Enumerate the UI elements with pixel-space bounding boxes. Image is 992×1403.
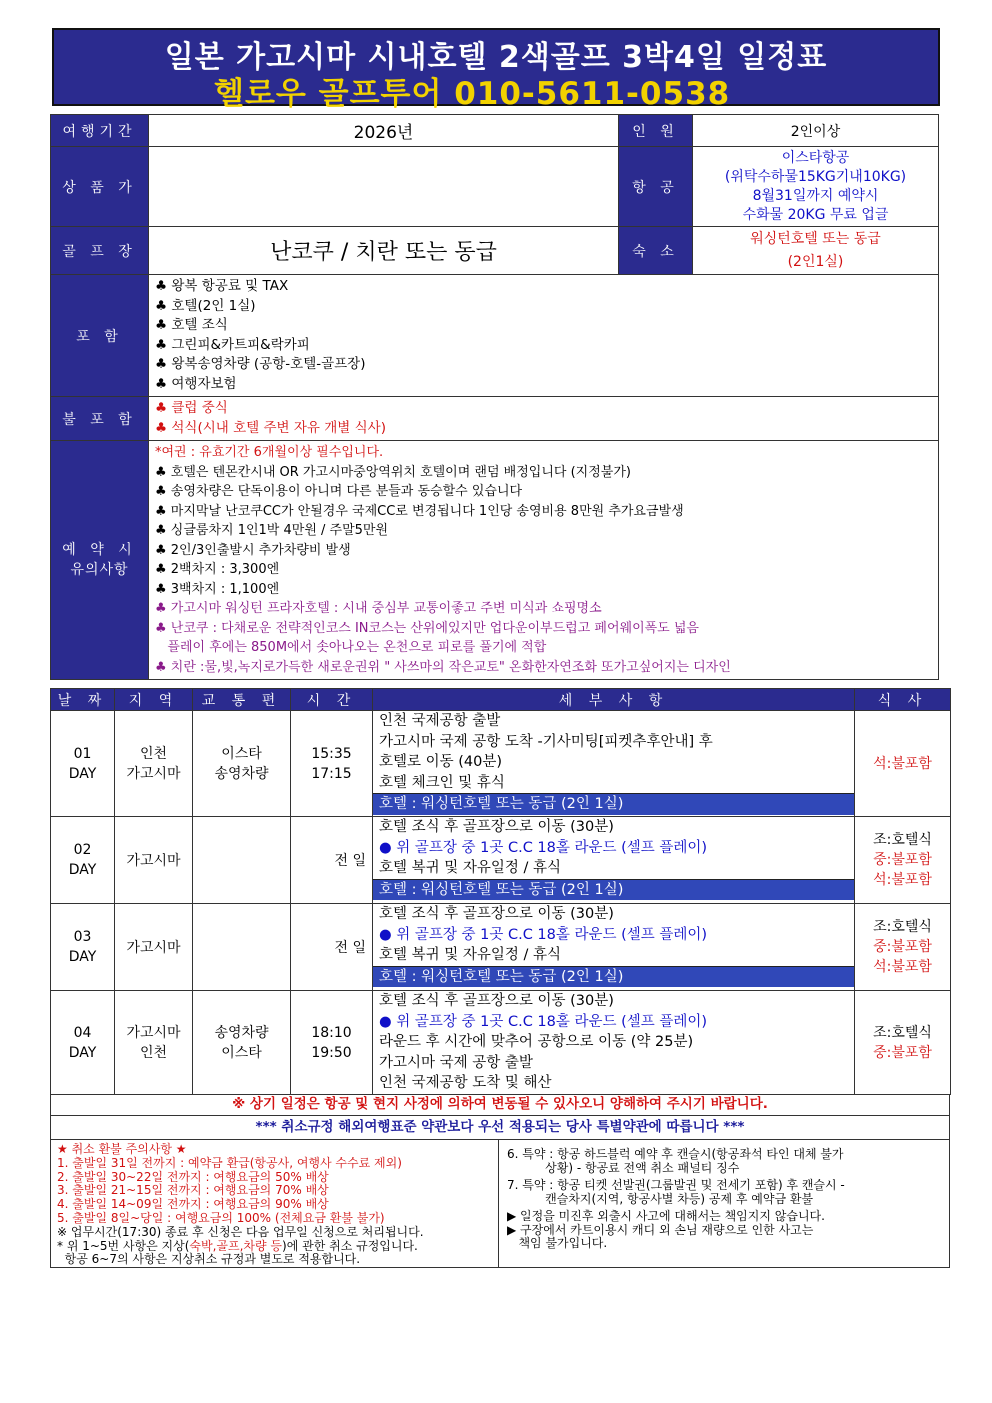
region-cell: 가고시마	[115, 817, 193, 904]
cancel-special: 6. 특약 : 항공 하드블럭 예약 후 캔슬시(항공좌석 타인 대체 불가	[507, 1147, 844, 1161]
page-title: 일본 가고시마 시내호텔 2색골프 3박4일 일정표	[164, 40, 828, 75]
region: 인천	[139, 1044, 168, 1061]
cancel-note-highlight: 숙박,골프,차량 등	[189, 1238, 283, 1253]
day-word: DAY	[68, 765, 97, 782]
period-label: 여행기간	[51, 115, 149, 147]
detail-line: 호텔 조식 후 골프장으로 이동 (30분)	[379, 819, 614, 835]
include-label: 포 함	[51, 275, 149, 397]
list-item: ♣ 그린피&카트피&락카피	[155, 336, 310, 353]
list-item: ♣ 2백차지 : 3,300엔	[155, 562, 280, 577]
day-word: DAY	[68, 949, 97, 965]
air-line: 이스타항공	[781, 149, 850, 166]
exclude-label: 불 포 함	[51, 397, 149, 441]
col-header-date: 날 짜	[51, 689, 115, 711]
col-header-detail: 세 부 사 항	[373, 689, 855, 711]
list-item: ♣ 난코쿠 : 다채로운 전략적인코스 IN코스는 산위에있지만 업다운이부드럽고 페어웨이폭도 넓음	[155, 620, 699, 636]
day-word: DAY	[68, 1044, 97, 1061]
list-item: ♣ 송영차량은 단독이용이 아니며 다른 분들과 동승할수 있습니다	[155, 484, 523, 499]
detail-line: 가고시마 국제 공항 도착 -기사미팅[피켓추후안내] 후	[379, 733, 713, 750]
region: 가고시마	[126, 1024, 181, 1041]
meal-dinner: 석:불포함	[873, 872, 932, 888]
transport: 이스타	[221, 1044, 262, 1061]
transport: 송영차량	[214, 1024, 269, 1041]
list-item: ♣ 호텔(2인 1실)	[155, 297, 256, 314]
list-item: 플레이 후에는 850M에서 솟아나오는 온천으로 피로를 풀기에 적합	[155, 640, 547, 655]
cancel-note-part: )에 관한 취소 규정입니다.	[282, 1238, 418, 1253]
air-line: (위탁수하물15KG기내10KG)	[724, 168, 907, 185]
notes-label-line: 유의사항	[70, 562, 129, 578]
detail-line: 호텔 조식 후 골프장으로 이동 (30분)	[379, 906, 614, 922]
page-subtitle: 헬로우 골프투어 010-5611-0538	[214, 76, 731, 112]
header-banner	[52, 28, 940, 112]
notes-label	[51, 441, 149, 680]
schedule-table	[50, 688, 951, 1095]
transport-cell	[193, 991, 291, 1095]
price-value	[149, 147, 619, 227]
meal-dinner: 석:불포함	[873, 959, 932, 975]
cancel-rule: 1. 출발일 31일 전까지 : 예약금 환급(항공사, 여행사 수수료 제외)	[57, 1155, 402, 1170]
table-row	[51, 711, 951, 817]
cancel-special: 7. 특약 : 항공 티켓 선발권(그룹발권 및 전세기 포함) 후 캔슬시 -	[507, 1178, 845, 1192]
detail-cell	[373, 904, 855, 991]
cancel-rule: 4. 출발일 14~09일 전까지 : 여행요금의 90% 배상	[57, 1197, 329, 1212]
region: 가고시마	[126, 765, 181, 782]
meal-breakfast: 조:호텔식	[873, 1024, 932, 1041]
region-cell	[115, 991, 193, 1095]
meal-cell	[855, 711, 951, 817]
detail-cell	[373, 711, 855, 817]
list-item: ♣ 호텔은 텐몬칸시내 OR 가고시마중앙역위치 호텔이며 랜덤 배정입니다 (지정불가)	[155, 464, 631, 480]
day-cell	[51, 904, 115, 991]
cancel-rule: 5. 출발일 8일~당일 : 여행요금의 100% (전체요금 환불 불가)	[57, 1210, 385, 1225]
hotel-bar: 호텔 : 워싱턴호텔 또는 동급 (2인 1실)	[373, 793, 854, 815]
detail-line: 라운드 후 시간에 맞추어 공항으로 이동 (약 25분)	[379, 1034, 694, 1050]
detail-cell	[373, 991, 855, 1095]
list-item: ♣ 치란 :물,빛,녹지로가득한 새로운권위 " 사쓰마의 작은교토" 온화한자연조화 또가고싶어지는 디자인	[155, 659, 731, 675]
include-list	[149, 275, 939, 397]
time: 18:10	[311, 1024, 352, 1041]
meal-cell	[855, 904, 951, 991]
list-item: ♣ 왕복 항공료 및 TAX	[155, 278, 289, 294]
transport: 송영차량	[214, 765, 269, 782]
list-item: ♣ 3백차지 : 1,100엔	[155, 581, 280, 597]
transport-cell	[193, 711, 291, 817]
notes-label-line: 예 약 시	[62, 542, 137, 558]
meal-breakfast: 조:호텔식	[873, 832, 932, 848]
cancel-special: ▶ 구장에서 카트이용시 캐디 외 손님 재량으로 인한 사고는	[507, 1222, 814, 1237]
cancel-policy-left	[51, 1140, 499, 1267]
list-item: ♣ 2인/3인출발시 추가차량비 발생	[155, 542, 351, 558]
transport-cell	[193, 904, 291, 991]
meal-lunch: 중:불포함	[873, 1044, 932, 1061]
cancel-special: 상황) - 항공료 전액 취소 패널티 징수	[507, 1160, 740, 1175]
list-item: ♣ 마지막날 난코쿠CC가 안될경우 국제CC로 변경됩니다 1인당 송영비용 8만원 추가요금발생	[155, 503, 684, 519]
meal-lunch: 중:불포함	[873, 939, 932, 955]
air-line: 수화물 20KG 무료 업글	[742, 206, 889, 223]
transport-cell	[193, 817, 291, 904]
time: 17:15	[311, 765, 352, 782]
list-item: ♣ 왕복송영차량 (공항-호텔-골프장)	[155, 356, 366, 372]
detail-line: ● 위 골프장 중 1곳 C.C 18홀 라운드 (셀프 플레이)	[379, 926, 708, 943]
cancel-policy-notice: *** 취소규정 해외여행표준 약관보다 우선 적용되는 당사 특별약관에 따릅니다 ***	[50, 1116, 950, 1140]
cancel-policy-right	[499, 1140, 949, 1267]
air-label: 항 공	[619, 147, 693, 227]
time-cell	[291, 991, 373, 1095]
exclude-list	[149, 397, 939, 441]
col-header-transport: 교 통 편	[193, 689, 291, 711]
transport: 이스타	[221, 745, 262, 762]
detail-cell	[373, 817, 855, 904]
stay-label: 숙 소	[619, 227, 693, 275]
detail-line: 호텔 조식 후 골프장으로 이동 (30분)	[379, 993, 614, 1009]
region-cell	[115, 711, 193, 817]
list-item: ♣ 가고시마 워싱턴 프라자호텔 : 시내 중심부 교통이좋고 주변 미식과 쇼핑명소	[155, 601, 602, 616]
hotel-bar: 호텔 : 워싱턴호텔 또는 동급 (2인 1실)	[373, 879, 854, 901]
detail-line: 호텔 복귀 및 자유일정 / 휴식	[379, 947, 562, 963]
time: 15:35	[311, 745, 352, 762]
stay-line: 워싱턴호텔 또는 동급	[750, 230, 881, 247]
table-row	[51, 991, 951, 1095]
day-word: DAY	[68, 862, 97, 878]
meal-cell	[855, 991, 951, 1095]
day-number: 02	[73, 842, 92, 858]
cancel-special: 책임 불가입니다.	[507, 1236, 608, 1250]
detail-line: ● 위 골프장 중 1곳 C.C 18홀 라운드 (셀프 플레이)	[379, 1013, 708, 1030]
list-item: ♣ 석식(시내 호텔 주변 자유 개별 식사)	[155, 419, 386, 436]
list-item: *여권 : 유효기간 6개월이상 필수입니다.	[155, 445, 384, 460]
detail-line: 인천 국제공항 도착 및 해산	[379, 1075, 552, 1091]
cancel-rule: 2. 출발일 30~22일 전까지 : 여행요금의 50% 배상	[57, 1169, 329, 1184]
day-cell	[51, 817, 115, 904]
col-header-region: 지 역	[115, 689, 193, 711]
cancel-special: ▶ 일정을 미진후 외출시 사고에 대해서는 책임지지 않습니다.	[507, 1209, 825, 1223]
list-item: ♣ 호텔 조식	[155, 317, 228, 333]
info-table	[50, 114, 939, 680]
col-header-time: 시 간	[291, 689, 373, 711]
detail-line: 호텔 체크인 및 휴식	[379, 774, 505, 791]
cancel-rule: 3. 출발일 21~15일 전까지 : 여행요금의 70% 배상	[57, 1183, 329, 1198]
period-value: 2026년	[149, 115, 619, 147]
golf-value: 난코쿠 / 치란 또는 동급	[149, 227, 619, 275]
time-cell: 전 일	[291, 904, 373, 991]
schedule-change-notice: ※ 상기 일정은 항공 및 현지 사정에 의하여 변동될 수 있사오니 양해하여 주시기 바랍니다.	[50, 1094, 950, 1116]
people-label: 인 원	[619, 115, 693, 147]
table-row	[51, 817, 951, 904]
day-number: 01	[73, 745, 92, 762]
time-cell	[291, 711, 373, 817]
cancel-title: ★ 취소 환불 주의사항 ★	[57, 1142, 187, 1156]
meal-cell	[855, 817, 951, 904]
cancel-note: ※ 업무시간(17:30) 종료 후 신청은 다음 업무일 신청으로 처리됩니다.	[57, 1224, 424, 1239]
day-number: 03	[73, 929, 92, 945]
detail-line: 호텔 복귀 및 자유일정 / 휴식	[379, 860, 562, 876]
detail-line: 호텔로 이동 (40분)	[379, 754, 503, 770]
time-cell: 전 일	[291, 817, 373, 904]
list-item: ♣ 여행자보험	[155, 375, 237, 392]
stay-line: (2인1실)	[787, 253, 844, 270]
price-label: 상 품 가	[51, 147, 149, 227]
notes-list	[149, 441, 939, 680]
day-number: 04	[73, 1024, 92, 1041]
day-cell	[51, 711, 115, 817]
region: 인천	[139, 745, 168, 762]
time: 19:50	[311, 1044, 352, 1061]
meal-lunch: 중:불포함	[873, 852, 932, 868]
detail-line: 가고시마 국제 공항 출발	[379, 1054, 533, 1071]
cancel-special: 캔슬차지(지역, 항공사별 차등) 공제 후 예약금 환불	[507, 1191, 814, 1206]
list-item: ♣ 싱글룸차지 1인1박 4만원 / 주말5만원	[155, 523, 389, 538]
table-row	[51, 904, 951, 991]
meal-breakfast: 조:호텔식	[873, 919, 932, 935]
cancel-note-part: * 위 1~5번 사항은 지상(	[57, 1238, 190, 1253]
golf-label: 골 프 장	[51, 227, 149, 275]
air-value	[693, 147, 939, 227]
list-item: ♣ 클럽 중식	[155, 400, 228, 416]
detail-line: ● 위 골프장 중 1곳 C.C 18홀 라운드 (셀프 플레이)	[379, 839, 708, 856]
col-header-meal: 식 사	[855, 689, 951, 711]
day-cell	[51, 991, 115, 1095]
hotel-bar: 호텔 : 워싱턴호텔 또는 동급 (2인 1실)	[373, 966, 854, 988]
stay-value	[693, 227, 939, 275]
people-value: 2인이상	[693, 115, 939, 147]
cancel-note: 항공 6~7의 사항은 지상취소 규정과 별도로 적용합니다.	[57, 1252, 361, 1267]
air-line: 8월31일까지 예약시	[752, 187, 879, 204]
meal-dinner: 석:불포함	[873, 755, 932, 772]
cancel-policy-box	[50, 1140, 950, 1268]
detail-line: 인천 국제공항 출발	[379, 713, 501, 729]
region-cell: 가고시마	[115, 904, 193, 991]
